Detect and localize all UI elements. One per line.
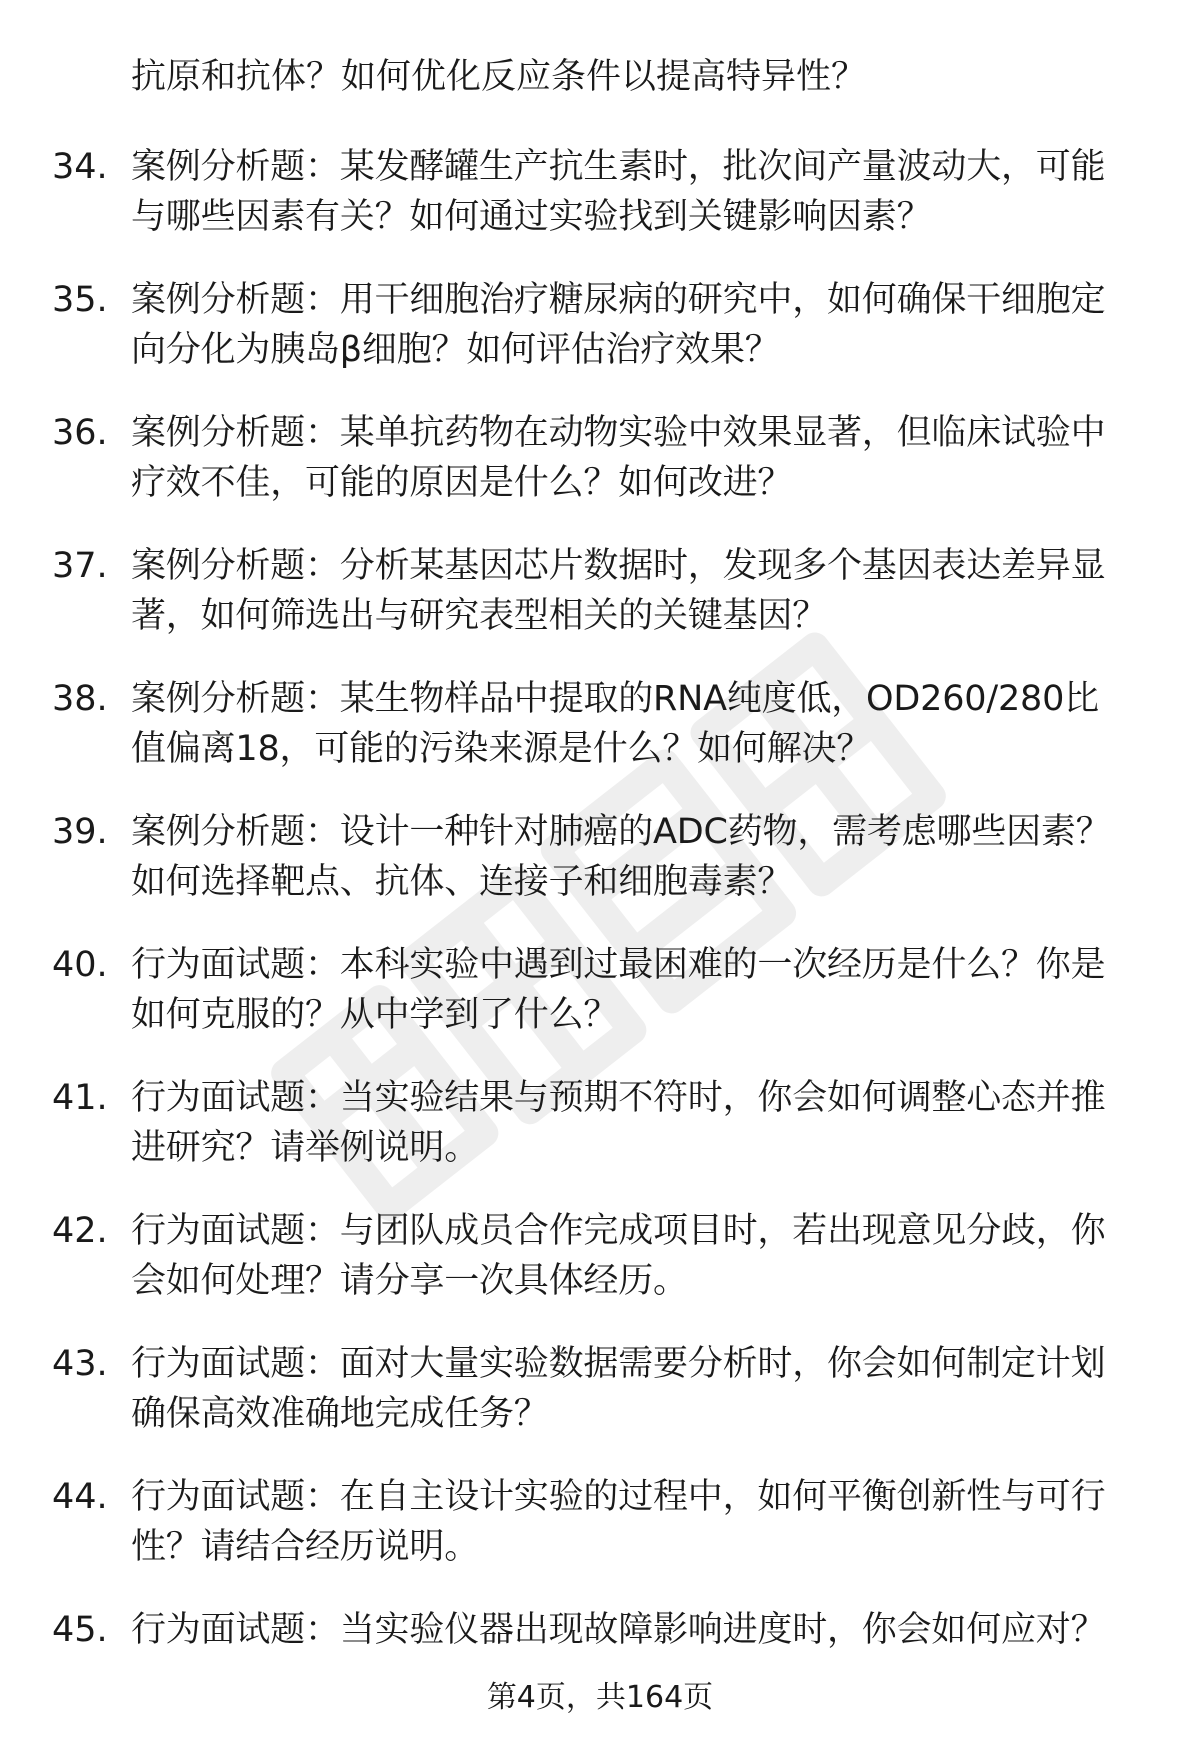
question-text bbox=[131, 1339, 1141, 1439]
question-line: 案例分析题：某发酵罐生产抗生素时，批次间产量波动大，可能 bbox=[131, 147, 1106, 187]
question-line: 行为面试题：当实验仪器出现故障影响进度时，你会如何应对？ bbox=[131, 1610, 1106, 1650]
question-line: 案例分析题：用干细胞治疗糖尿病的研究中，如何确保干细胞定 bbox=[131, 280, 1106, 320]
question-number: 44. bbox=[52, 1477, 108, 1517]
question-number: 36. bbox=[52, 413, 108, 453]
question-text bbox=[131, 940, 1141, 1040]
carryover-line: 抗原和抗体？如何优化反应条件以提高特异性？ bbox=[131, 57, 867, 97]
question-line: 行为面试题：与团队成员合作完成项目时，若出现意见分歧，你 bbox=[131, 1211, 1106, 1251]
question-line: 确保高效准确地完成任务？ bbox=[131, 1394, 549, 1434]
question-number: 40. bbox=[52, 945, 108, 985]
question-number: 42. bbox=[52, 1211, 108, 1251]
question-line: 向分化为胰岛β细胞？如何评估治疗效果？ bbox=[131, 330, 780, 370]
question-item bbox=[0, 1472, 1200, 1605]
question-item bbox=[0, 940, 1200, 1073]
question-item bbox=[0, 807, 1200, 940]
question-text bbox=[131, 807, 1141, 907]
question-line: 如何选择靶点、抗体、连接子和细胞毒素？ bbox=[131, 862, 793, 902]
question-line: 如何克服的？从中学到了什么？ bbox=[131, 995, 619, 1035]
question-item bbox=[0, 1206, 1200, 1339]
question-number: 41. bbox=[52, 1078, 108, 1118]
question-text bbox=[131, 1073, 1141, 1173]
question-line: 值偏离18，可能的污染来源是什么？如何解决？ bbox=[131, 729, 872, 769]
question-text bbox=[131, 541, 1141, 641]
question-line: 疗效不佳，可能的原因是什么？如何改进？ bbox=[131, 463, 793, 503]
question-line: 案例分析题：设计一种针对肺癌的ADC药物，需考虑哪些因素？ bbox=[131, 812, 1111, 852]
question-line: 性？请结合经历说明。 bbox=[131, 1527, 480, 1567]
question-text bbox=[131, 408, 1141, 508]
question-item bbox=[0, 275, 1200, 408]
question-number: 35. bbox=[52, 280, 108, 320]
question-text bbox=[131, 1472, 1141, 1572]
question-line: 著，如何筛选出与研究表型相关的关键基因？ bbox=[131, 596, 828, 636]
question-line: 与哪些因素有关？如何通过实验找到关键影响因素？ bbox=[131, 197, 932, 237]
question-text bbox=[131, 142, 1141, 242]
question-line: 行为面试题：本科实验中遇到过最困难的一次经历是什么？你是 bbox=[131, 945, 1106, 985]
question-list bbox=[0, 142, 1200, 1738]
question-number: 39. bbox=[52, 812, 108, 852]
question-number: 34. bbox=[52, 147, 108, 187]
question-line: 案例分析题：某生物样品中提取的RNA纯度低，OD260/280比 bbox=[131, 679, 1099, 719]
question-line: 案例分析题：某单抗药物在动物实验中效果显著，但临床试验中 bbox=[131, 413, 1106, 453]
question-item bbox=[0, 1339, 1200, 1472]
question-text bbox=[131, 1605, 1141, 1655]
question-text bbox=[131, 1206, 1141, 1306]
question-line: 行为面试题：在自主设计实验的过程中，如何平衡创新性与可行 bbox=[131, 1477, 1106, 1517]
question-item bbox=[0, 674, 1200, 807]
question-line: 会如何处理？请分享一次具体经历。 bbox=[131, 1261, 688, 1301]
question-item bbox=[0, 1073, 1200, 1206]
question-text bbox=[131, 674, 1141, 774]
page-footer: 第4页，共164页 bbox=[486, 1680, 714, 1715]
question-number: 45. bbox=[52, 1610, 108, 1650]
question-line: 进研究？请举例说明。 bbox=[131, 1128, 480, 1168]
question-item bbox=[0, 541, 1200, 674]
question-number: 38. bbox=[52, 679, 108, 719]
question-text bbox=[131, 275, 1141, 375]
question-item bbox=[0, 408, 1200, 541]
question-line: 案例分析题：分析某基因芯片数据时，发现多个基因表达差异显 bbox=[131, 546, 1106, 586]
question-line: 行为面试题：当实验结果与预期不符时，你会如何调整心态并推 bbox=[131, 1078, 1106, 1118]
question-item bbox=[0, 1605, 1200, 1738]
question-number: 43. bbox=[52, 1344, 108, 1384]
question-item bbox=[0, 142, 1200, 275]
question-line: 行为面试题：面对大量实验数据需要分析时，你会如何制定计划 bbox=[131, 1344, 1106, 1384]
question-number: 37. bbox=[52, 546, 108, 586]
